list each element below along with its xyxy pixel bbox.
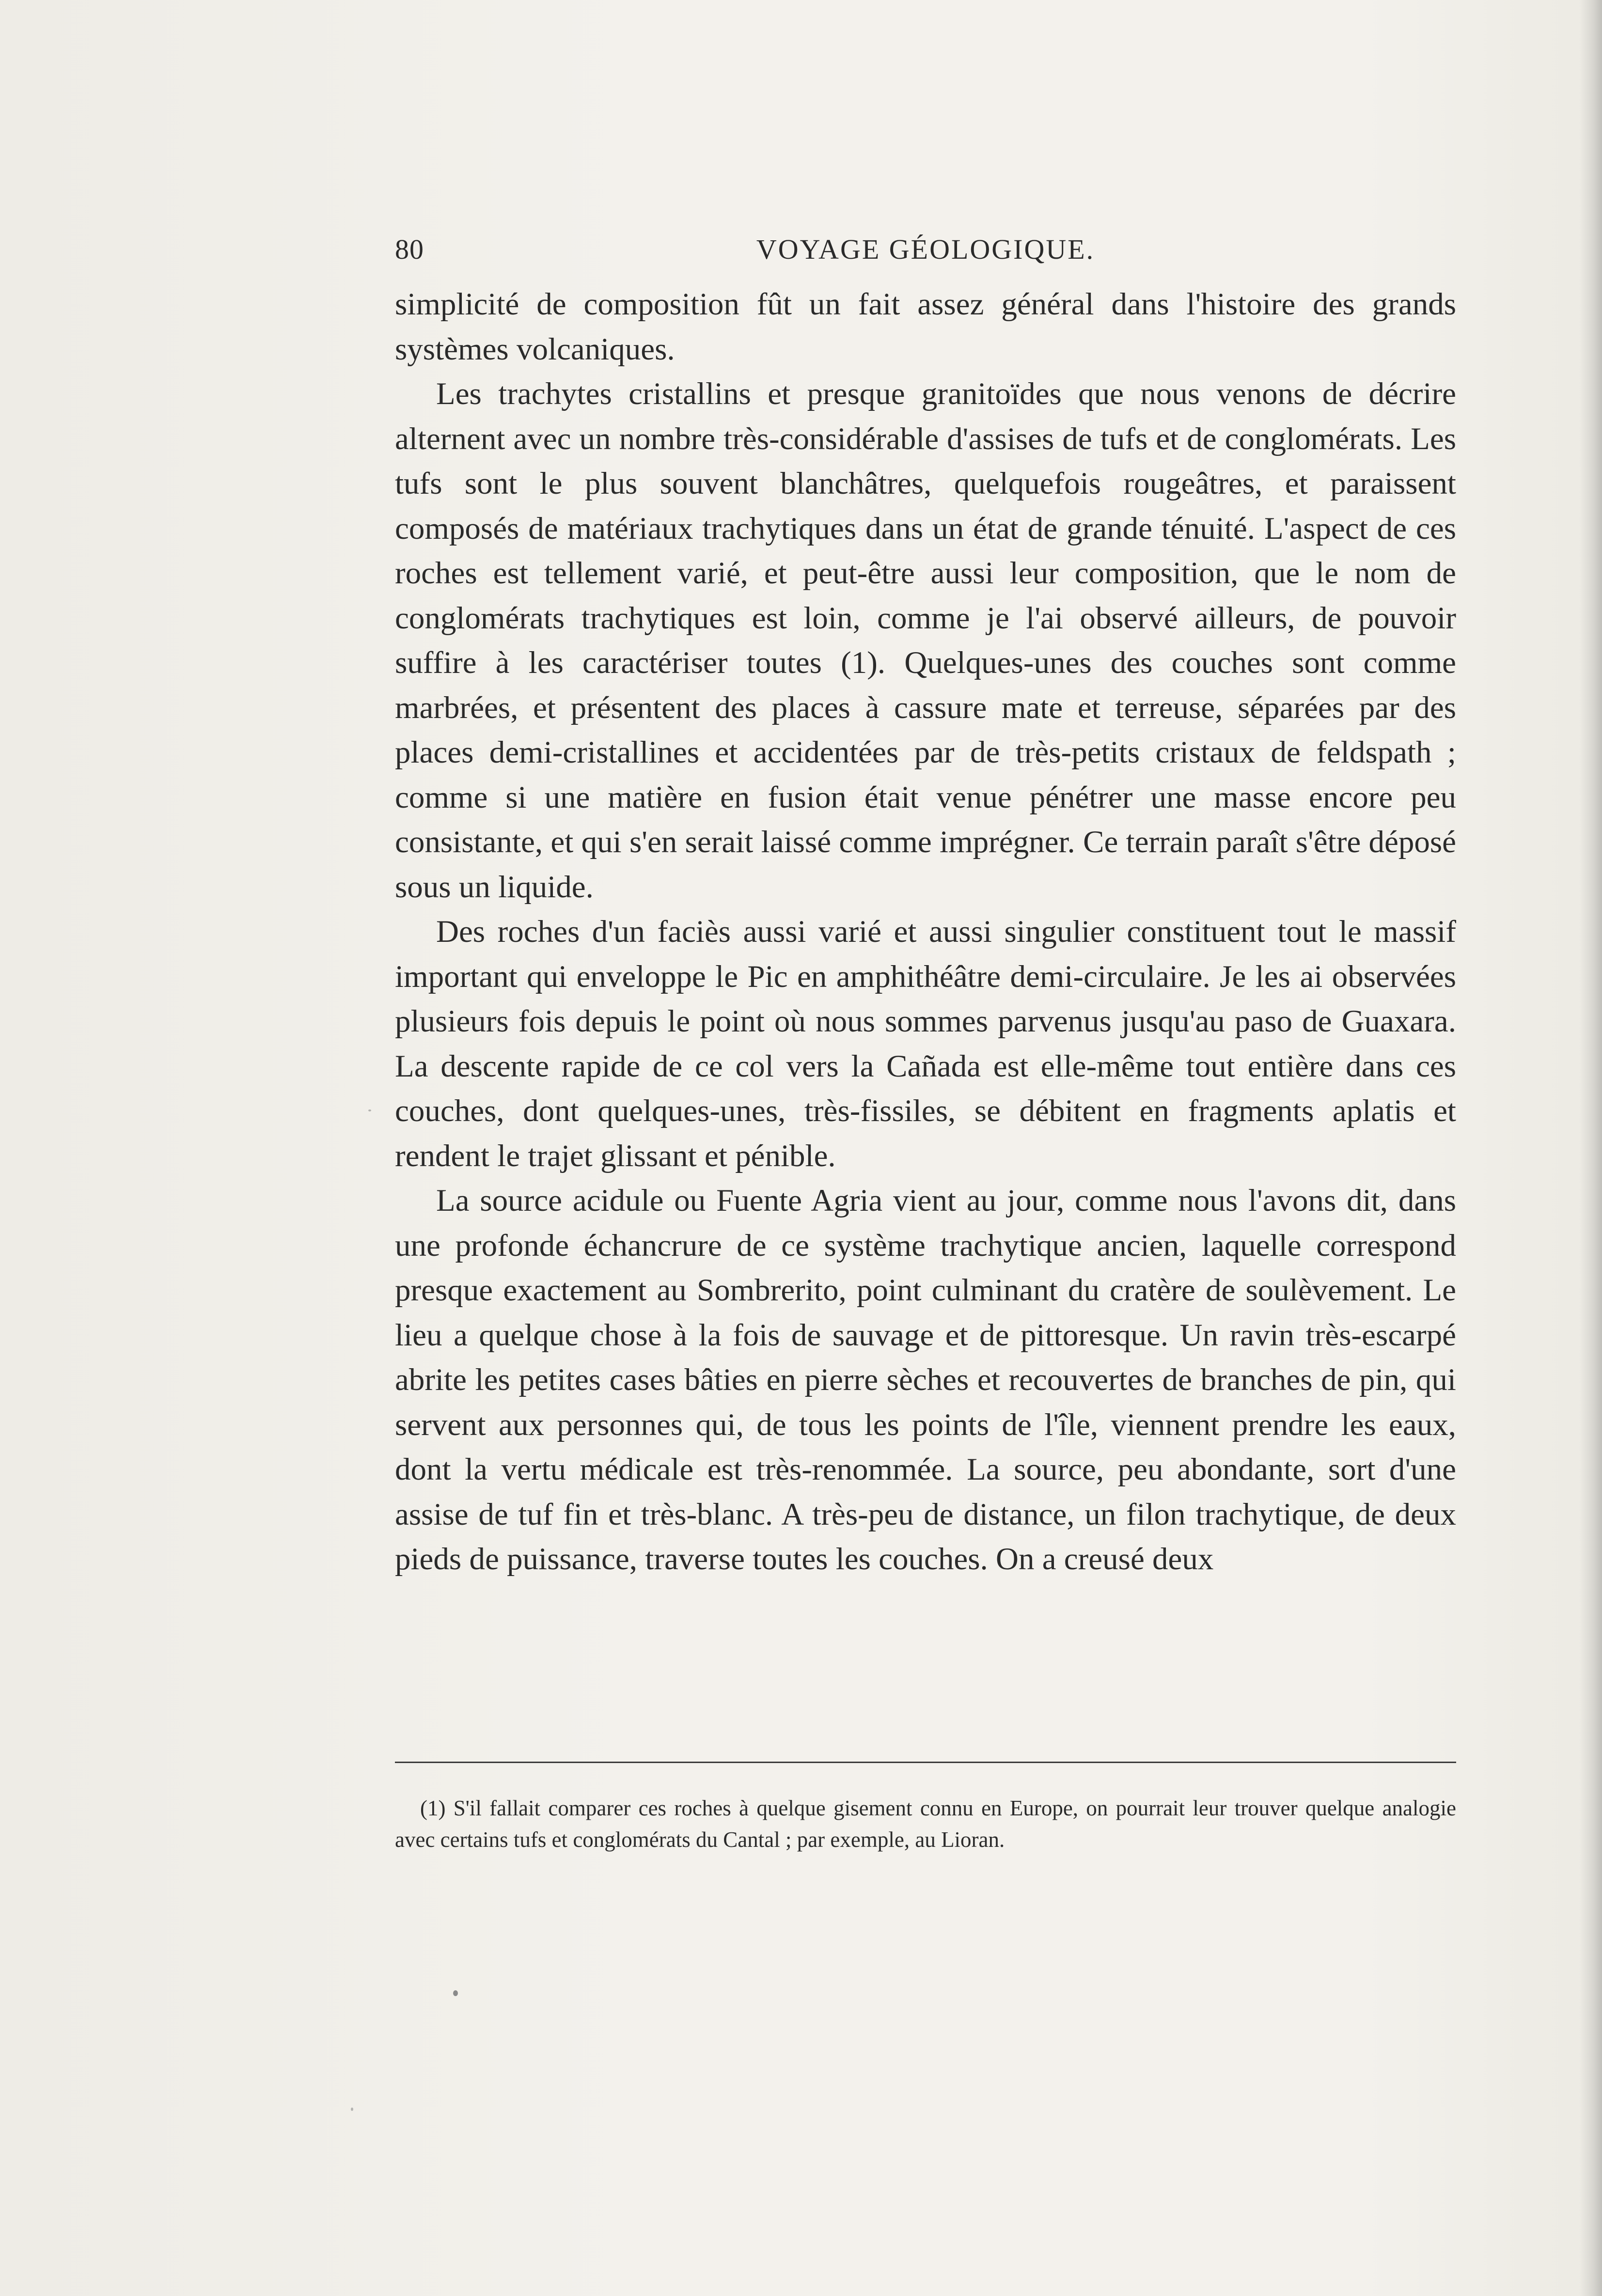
footnote: (1) S'il fallait comparer ces roches à quelque gisement connu en Europe, on pourrait leur trouver quelque analogie avec certains tufs et conglomérats du Cantal ; par exemple, au Lioran. — [395, 1796, 1456, 1852]
paragraph-massif: Des roches d'un faciès aussi varié et aussi singulier constituent tout le massif important qui enveloppe le Pic en amphithéâtre demi-circulaire. Je les ai observées plusieurs fois depuis le point où nous sommes parvenus jusqu'au paso de Guaxara. La descente rapide de ce col vers la Cañada est elle-même tout entière dans ces couches, dont quelques-unes, très-fissiles, se débitent en fragments aplatis et rendent le trajet glissant et pénible. — [395, 914, 1456, 1173]
paragraph-trachytes: Les trachytes cristallins et presque granitoïdes que nous venons de décrire alternent avec un nombre très-considérable d'assises de tufs et de conglomérats. Les tufs sont le plus souvent blanchâtres, quelquefois rougeâtres, et paraissent composés de matériaux trachytiques dans un état de grande ténuité. L'aspect de ces roches est tellement varié, et peut-être aussi leur composition, que le nom de conglomérats trachytiques est loin, comme je l'ai observé ailleurs, de pouvoir suffire à les caractériser toutes (1). Quelques-unes des couches sont comme marbrées, et présentent des places à cassure mate et terreuse, séparées par des places demi-cristallines et accidentées par de très-petits cristaux de feldspath ; comme si une matière en fusion était venue pénétrer une masse encore peu consistante, et qui s'en serait laissé comme imprégner. Ce terrain paraît s'être déposé sous un liquide. — [395, 376, 1456, 905]
page-number: 80 — [395, 234, 424, 265]
page-edge-shadow — [1580, 0, 1602, 2296]
running-head: VOYAGE GÉOLOGIQUE. — [756, 234, 1095, 265]
paper-speck — [368, 1109, 371, 1111]
page-header — [395, 228, 1456, 271]
paper-speck — [351, 2108, 353, 2111]
paper-speck — [453, 1990, 458, 1996]
main-text — [395, 282, 1456, 1582]
footnote-rule — [395, 1762, 1456, 1763]
paragraph-continued: simplicité de composition fût un fait assez général dans l'histoire des grands systèmes volcaniques. — [395, 287, 1456, 367]
paragraph-fuente-agria: La source acidule ou Fuente Agria vient au jour, comme nous l'avons dit, dans une profonde échancrure de ce système trachytique ancien, laquelle correspond presque exactement au Sombrerito, point culminant du cratère de soulèvement. Le lieu a quelque chose à la fois de sauvage et de pittoresque. Un ravin très-escarpé abrite les petites cases bâties en pierre sèches et recouvertes de branches de pin, qui servent aux personnes qui, de tous les points de l'île, viennent prendre les eaux, dont la vertu médicale est très-renommée. La source, peu abondante, sort d'une assise de tuf fin et très-blanc. A très-peu de distance, un filon trachytique, de deux pieds de puissance, traverse toutes les couches. On a creusé deux — [395, 1183, 1456, 1577]
